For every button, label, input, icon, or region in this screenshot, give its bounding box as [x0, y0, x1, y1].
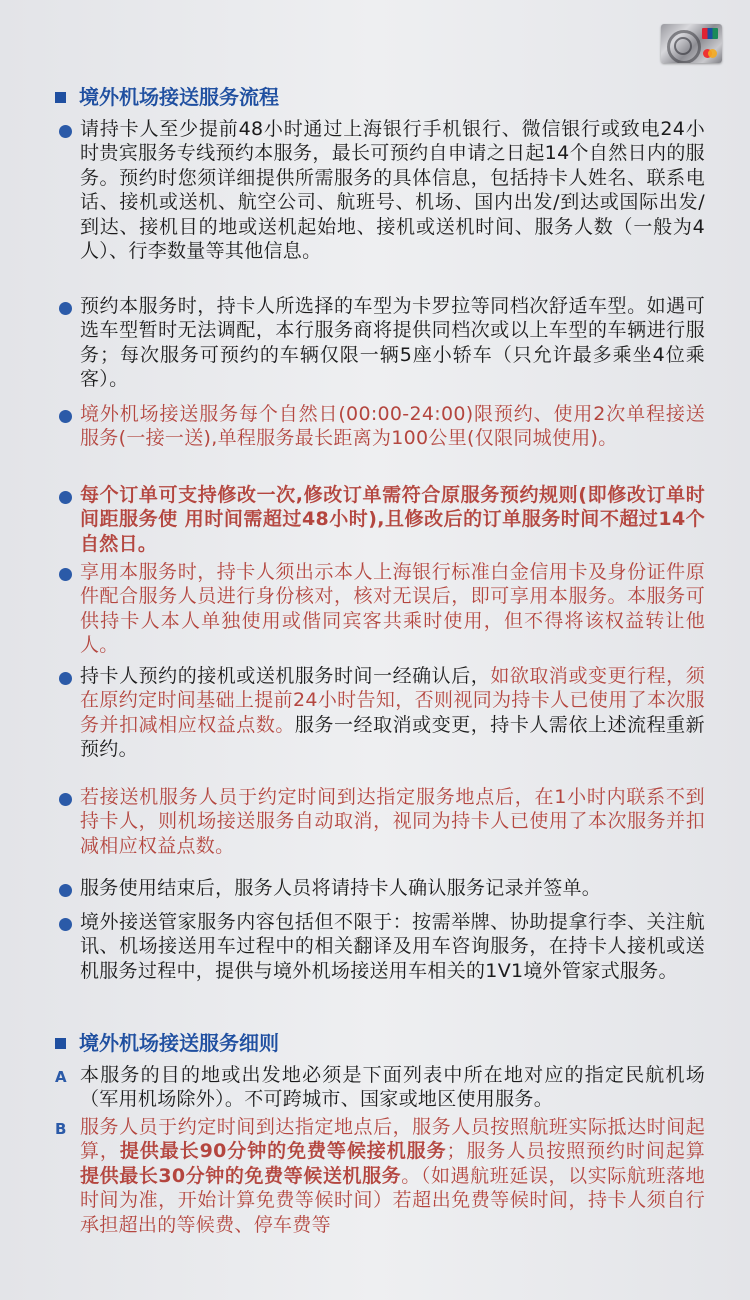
item-text: 若接送机服务人员于约定时间到达指定服务地点后，在1小时内联系不到持卡人，则机场接送服务自动取消，视同为持卡人已使用了本次服务并扣减相应权益点数。 — [80, 786, 705, 857]
item-text: 境外接送管家服务内容包括但不限于：按需举牌、协助提拿行李、关注航讯、机场接送用车过程中的相关翻译及用车咨询服务，在持卡人接机或送机服务过程中，提供与境外机场接送用车相关的1V1境外管家式服务。 — [80, 911, 705, 982]
card-swirl-pattern-inner — [674, 37, 692, 55]
section-square-icon — [55, 92, 66, 103]
list-item — [55, 664, 705, 762]
item-text: 享用本服务时，持卡人须出示本人上海银行标准白金信用卡及身份证件原件配合服务人员进行身份核对，核对无误后，即可享用本服务。本服务可供持卡人本人单独使用或偕同宾客共乘时使用，但不得将该权益转让他人。 — [80, 561, 705, 657]
item-letter-label: A — [55, 1068, 67, 1086]
bullet-dot-icon — [59, 491, 72, 504]
list-item — [55, 876, 705, 900]
section-square-icon — [55, 1038, 66, 1049]
item-text: 持卡人预约的接机或送机服务时间一经确认后，如欲取消或变更行程，须在原约定时间基础上提前24小时告知，否则视同为持卡人已使用了本次服务并扣减相应权益点数。服务一经取消或变更，持卡人需依上述流程重新预约。 — [80, 665, 705, 761]
section-title-text: 境外机场接送服务细则 — [79, 1031, 279, 1055]
bullet-dot-icon — [59, 672, 72, 685]
bullet-dot-icon — [59, 884, 72, 897]
list-item — [55, 1063, 705, 1112]
section-title-rules — [55, 1031, 279, 1055]
item-text: 服务人员于约定时间到达指定地点后，服务人员按照航班实际抵达时间起算，提供最长90分钟的免费等候接机服务；服务人员按照预约时间起算提供最长30分钟的免费等候送机服务。（如遇航班延误，以实际航班落地时间为准，开始计算免费等候时间）若超出免费等候时间，持卡人须自行承担超出的等候费、停车费等 — [80, 1116, 706, 1236]
list-item — [55, 910, 705, 983]
list-item — [55, 1115, 705, 1237]
bullet-dot-icon — [59, 302, 72, 315]
item-letter-label: B — [55, 1120, 67, 1138]
bullet-dot-icon — [59, 793, 72, 806]
item-text: 每个订单可支持修改一次,修改订单需符合原服务预约规则(即修改订单时间距服务使 用时间需超过48小时),且修改后的订单服务时间不超过14个自然日。 — [80, 484, 705, 555]
item-text: 请持卡人至少提前48小时通过上海银行手机银行、微信银行或致电24小时贵宾服务专线预约本服务，最长可预约自申请之日起14个自然日内的服务。预约时您须详细提供所需服务的具体信息，包括持卡人姓名、联系电话、接机或送机、航空公司、航班号、机场、国内出发/到达或国际出发/到达、接机目的地或送机起始地、接机或送机时间、服务人数（一般为4人）、行李数量等其他信息。 — [80, 118, 705, 263]
item-text: 境外机场接送服务每个自然日(00:00-24:00)限预约、使用2次单程接送服务(一接一送),单程服务最长距离为100公里(仅限同城使用)。 — [80, 403, 705, 450]
unionpay-logo-icon — [702, 28, 718, 39]
section-title-process — [55, 85, 279, 109]
list-item — [55, 483, 705, 556]
mastercard-logo-icon — [703, 49, 717, 58]
list-item — [55, 560, 705, 658]
list-item — [55, 117, 705, 263]
item-text: 预约本服务时，持卡人所选择的车型为卡罗拉等同档次舒适车型。如遇可选车型暂时无法调配，本行服务商将提供同档次或以上车型的车辆进行服务；每次服务可预约的车辆仅限一辆5座小轿车（只允许最多乘坐4位乘客）。 — [80, 295, 705, 391]
list-item — [55, 785, 705, 858]
bullet-dot-icon — [59, 568, 72, 581]
item-text: 服务使用结束后，服务人员将请持卡人确认服务记录并签单。 — [80, 877, 602, 899]
section-title-text: 境外机场接送服务流程 — [79, 85, 279, 109]
item-text: 本服务的目的地或出发地必须是下面列表中所在地对应的指定民航机场（军用机场除外）。不可跨城市、国家或地区使用服务。 — [80, 1064, 705, 1111]
bullet-dot-icon — [59, 125, 72, 138]
bullet-dot-icon — [59, 410, 72, 423]
credit-card-thumbnail — [661, 24, 722, 63]
list-item — [55, 402, 705, 451]
list-item — [55, 294, 705, 392]
bullet-dot-icon — [59, 918, 72, 931]
